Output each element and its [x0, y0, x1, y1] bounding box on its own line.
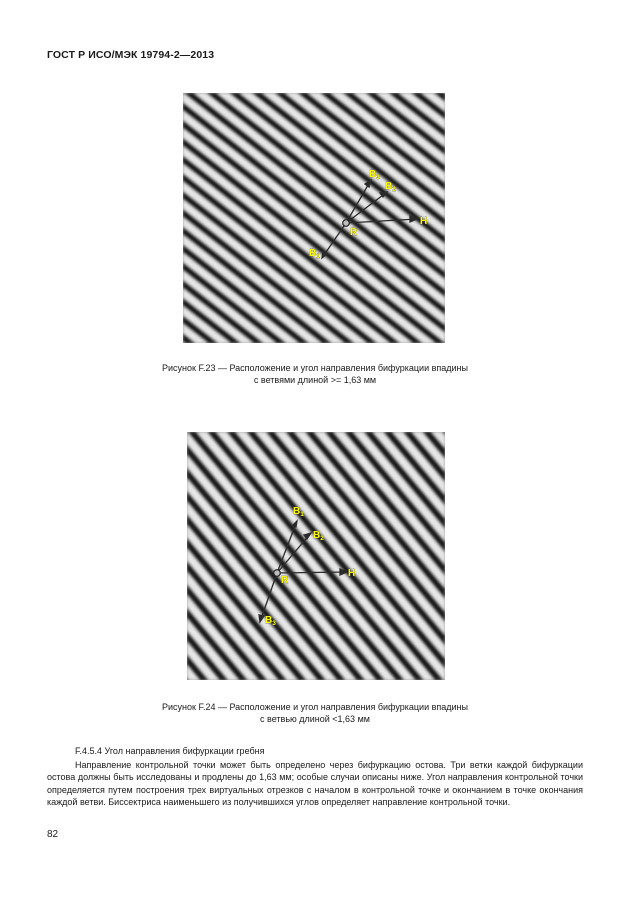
section-heading: F.4.5.4 Угол направления бифуркации гребня	[75, 746, 265, 756]
caption-line: Рисунок F.23 — Расположение и угол направления бифуркации впадины	[162, 363, 468, 373]
fingerprint-ridge-texture	[183, 93, 445, 343]
figure-caption-f23	[0, 362, 630, 386]
fingerprint-figure-f24	[187, 432, 445, 680]
caption-line: с ветвью длиной <1,63 мм	[260, 714, 370, 724]
caption-line: с ветвями длиной >= 1,63 мм	[253, 375, 377, 385]
label-b3: $B_3$	[265, 615, 276, 627]
label-r: R	[350, 227, 358, 238]
label-b3: $B_3$	[369, 169, 380, 181]
figure-caption-f24	[0, 701, 630, 725]
label-b2: $B_2$	[313, 530, 324, 542]
label-h: H	[348, 568, 356, 579]
label-b2: $B_2$	[385, 181, 396, 193]
label-b1: $B_1$	[309, 248, 320, 260]
label-b1: $B_1$	[293, 506, 304, 518]
label-h: H	[420, 216, 428, 227]
document-header: ГОСТ Р ИСО/МЭК 19794-2—2013	[47, 49, 215, 61]
control-point-marker	[274, 570, 281, 577]
control-point-marker	[343, 220, 350, 227]
page-number: 82	[47, 829, 59, 840]
body-paragraph: Направление контрольной точки может быть определено через бифуркацию остова. Три ветки каждой бифуркации остова должны быть исследованы и продлены до 1,63 мм; особые случаи описаны ниже. Угол направления контрольной точки определяется путем построения трех виртуальных отрезков с началом в контрольной точке и окончанием в точке окончания каждой ветви. Биссектриса наименьшего из получившихся углов определяет направление контрольной точки.	[47, 760, 583, 808]
fingerprint-ridge-texture	[187, 432, 445, 680]
caption-line: Рисунок F.24 — Расположение и угол направления бифуркации впадины	[162, 702, 468, 712]
fingerprint-figure-f23	[183, 93, 445, 343]
label-r: R	[281, 575, 289, 586]
